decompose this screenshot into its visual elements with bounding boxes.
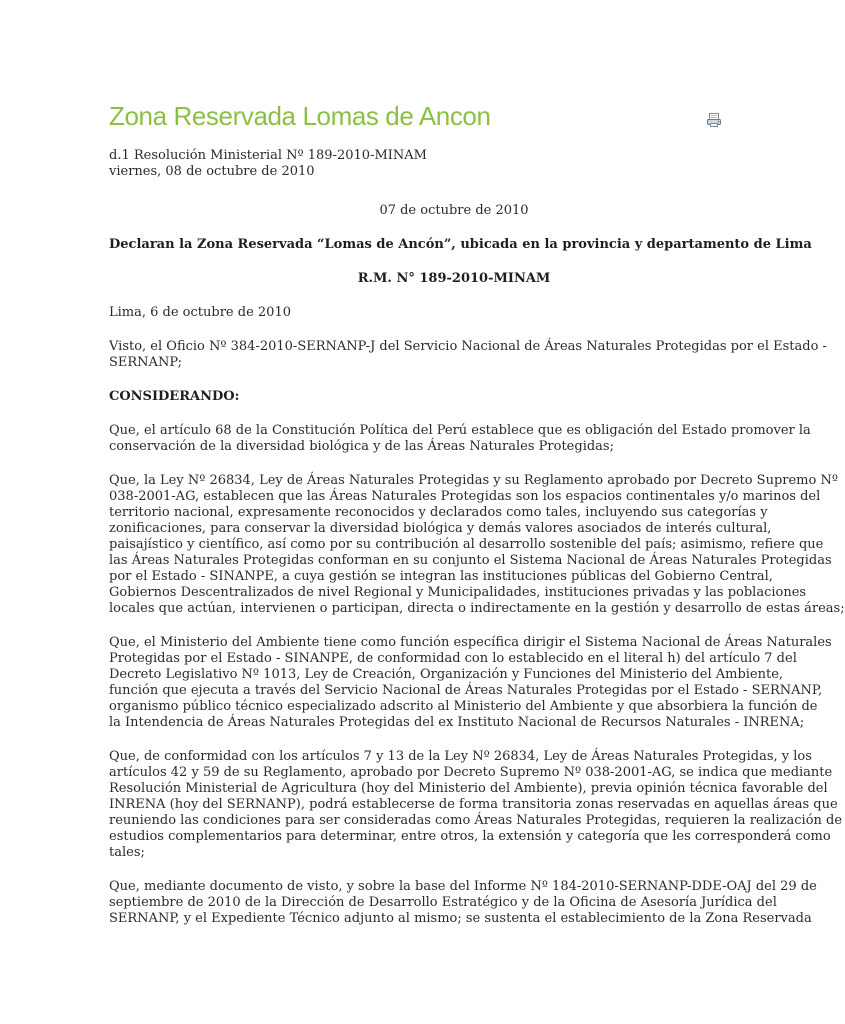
resolution-text: R.M. N° 189-2010-MINAM bbox=[357, 271, 551, 286]
text-line: tales; bbox=[109, 845, 145, 860]
paragraph-2 bbox=[109, 473, 845, 617]
text-line: 038-2001-AG, establecen que las Áreas Naturales Protegidas son los espacios continentales y/o marinos del bbox=[109, 489, 821, 504]
text-line: Que, el artículo 68 de la Constitución Política del Perú establece que es obligación del Estado promover la bbox=[109, 423, 811, 438]
text-line: INRENA (hoy del SERNANP), podrá establecerse de forma transitoria zonas reservadas en aquellas áreas que bbox=[109, 797, 838, 812]
text-line: conservación de la diversidad biológica y de las Áreas Naturales Protegidas; bbox=[109, 439, 614, 454]
visto-paragraph bbox=[109, 339, 827, 371]
resolution-number bbox=[109, 271, 799, 287]
page-title: Zona Reservada Lomas de Ancon bbox=[109, 101, 491, 131]
text-line: Que, el Ministerio del Ambiente tiene como función específica dirigir el Sistema Nacional de Áreas Naturales bbox=[109, 635, 832, 650]
text-line: organismo público técnico especializado adscrito al Ministerio del Ambiente y que absorbiera la función de bbox=[109, 699, 818, 714]
text-line: paisajístico y científico, así como por su contribución al desarrollo sostenible del país; asimismo, refiere que bbox=[109, 537, 824, 552]
considerando-heading bbox=[109, 389, 789, 405]
text-line: reuniendo las condiciones para ser consideradas como Áreas Naturales Protegidas, requieren la realización de bbox=[109, 813, 843, 828]
paragraph-4 bbox=[109, 749, 843, 861]
text-line: las Áreas Naturales Protegidas conforman en su conjunto el Sistema Nacional de Áreas Naturales Protegidas bbox=[109, 553, 832, 568]
text-line: SERNANP, y el Expediente Técnico adjunto al mismo; se sustenta el establecimiento de la Zona Reservada bbox=[109, 911, 812, 926]
paragraph-3 bbox=[109, 635, 832, 731]
article-category: d.1 Resolución Ministerial Nº 189-2010-MINAM bbox=[109, 148, 427, 163]
text-line: Visto, el Oficio Nº 384-2010-SERNANP-J del Servicio Nacional de Áreas Naturales Protegidas por el Estado - bbox=[109, 339, 827, 354]
text-line: SERNANP; bbox=[109, 355, 182, 370]
heading-text: Declaran la Zona Reservada “Lomas de Ancón”, ubicada en la provincia y departamento de Lima bbox=[109, 237, 812, 252]
paragraph-5 bbox=[109, 879, 817, 927]
text-line: Resolución Ministerial de Agricultura (hoy del Ministerio del Ambiente), previa opinión técnica favorable del bbox=[109, 781, 828, 796]
text-line: la Intendencia de Áreas Naturales Protegidas del ex Instituto Nacional de Recursos Naturales - INRENA; bbox=[109, 715, 805, 730]
text-line: Que, de conformidad con los artículos 7 y 13 de la Ley Nº 26834, Ley de Áreas Naturales Protegidas, y los bbox=[109, 749, 812, 764]
text-line: septiembre de 2010 de la Dirección de Desarrollo Estratégico y de la Oficina de Asesoría Jurídica del bbox=[109, 895, 777, 910]
print-icon[interactable] bbox=[706, 112, 722, 128]
text-line: Gobiernos Descentralizados de nivel Regional y Municipalidades, instituciones privadas y las poblaciones bbox=[109, 585, 807, 600]
text-line: locales que actúan, intervienen o participan, directa o indirectamente en la gestión y desarrollo de estas áreas; bbox=[109, 601, 845, 616]
paragraph-1 bbox=[109, 423, 811, 455]
text-line: función que ejecuta a través del Servicio Nacional de Áreas Naturales Protegidas por el Estado - SERNANP, bbox=[109, 683, 823, 698]
text-line: territorio nacional, expresamente reconocidos y declarados como tales, incluyendo sus categorías y bbox=[109, 505, 768, 520]
text-line: zonificaciones, para conservar la diversidad biológica y demás valores asociados de interés cultural, bbox=[109, 521, 772, 536]
text-line: Que, la Ley Nº 26834, Ley de Áreas Naturales Protegidas y su Reglamento aprobado por Decreto Supremo Nº bbox=[109, 473, 838, 488]
text-line: artículos 42 y 59 de su Reglamento, aprobado por Decreto Supremo Nº 038-2001-AG, se indica que mediante bbox=[109, 765, 833, 780]
text-line: estudios complementarios para determinar, entre otros, la extensión y categoría que les corresponderá como bbox=[109, 829, 831, 844]
text-line: Protegidas por el Estado - SINANPE, de conformidad con lo establecido en el literal h) del artículo 7 del bbox=[109, 651, 797, 666]
considerando-text: CONSIDERANDO: bbox=[109, 389, 240, 404]
text-line: por el Estado - SINANPE, a cuya gestión se integran las instituciones públicas del Gobierno Central, bbox=[109, 569, 773, 584]
article-body bbox=[109, 203, 845, 945]
article-published-date: viernes, 08 de octubre de 2010 bbox=[109, 164, 315, 179]
article-meta bbox=[109, 148, 427, 180]
document-date: 07 de octubre de 2010 bbox=[379, 203, 529, 218]
document-heading bbox=[109, 237, 812, 253]
text-line: Decreto Legislativo Nº 1013, Ley de Creación, Organización y Funciones del Ministerio del Ambiente, bbox=[109, 667, 784, 682]
text-line: Que, mediante documento de visto, y sobre la base del Informe Nº 184-2010-SERNANP-DDE-OAJ del 29 de bbox=[109, 879, 817, 894]
place-date: Lima, 6 de octubre de 2010 bbox=[109, 305, 291, 320]
